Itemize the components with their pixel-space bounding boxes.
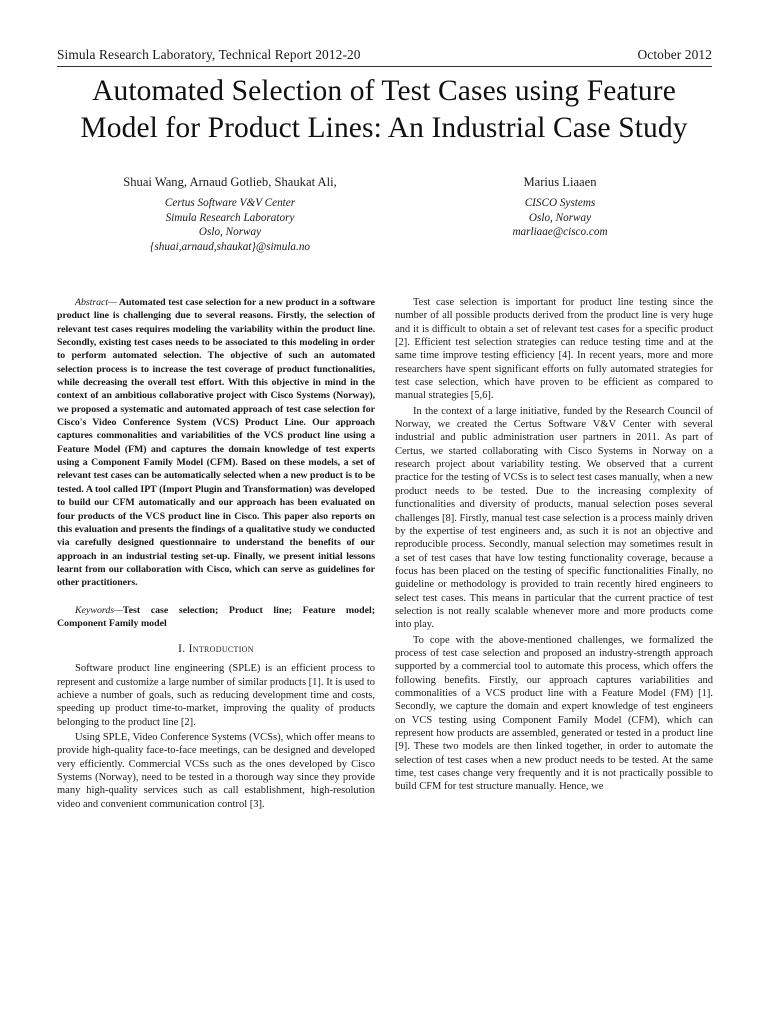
keywords [57, 604, 375, 631]
title-line-1: Automated Selection of Test Cases using Feature [92, 75, 676, 107]
abstract-label: Abstract— [75, 297, 117, 308]
paragraph: Using SPLE, Video Conference Systems (VCSs), which offer means to provide high-quality face-to-face meetings, can be designed and developed very efficiently. Commercial VCSs such as the ones developed by Cisco Systems (Norway), need to be tested in a thorough way since they provide many high-quality services such as call establishment, high-resolution video and convenient communication control [3]. [57, 731, 375, 810]
abstract-text: Automated test case selection for a new product in a software product line is challenging due to several reasons. Firstly, the selection of relevant test cases requires modeling the variability within the product line. Secondly, existing test cases needs to be associated to this modeling in order to perform automated selection. The objective of such an automated selection process is to increase the test coverage of product functionalities, while decreasing the overall test effort. With this objective in mind in the context of an ambitious collaborative project with Cisco Systems (Norway), we proposed a systematic and automated approach of test case selection for Cisco's Video Conference System (VCS) Product Line. Our approach captures commonalities and variabilities of the VCS product line using a Feature Model (FM) and captures the domain knowledge of test experts using a Component Family Model (CFM). Based on these models, a set of relevant test cases can be automatically selected when a new product is to be tested. A tool called IPT (Import Plugin and Transformation) was developed to build our CFM automatically and our approach has been evaluated on four products of the VCS product line in Cisco. This paper also reports on this evaluation and presents the findings of a qualitative study we conducted via carefully designed questionnaire to understand the benefits of our approach in an industrial testing set-up. Finally, we present initial lessons learnt from our collaboration with Cisco, which can serve as guidelines for other practitioners. [57, 297, 376, 589]
right-column [395, 296, 713, 796]
author-block-right [460, 175, 660, 240]
running-header [57, 47, 712, 63]
affiliation-line: CISCO Systems [524, 197, 596, 209]
author-names-left: Shuai Wang, Arnaud Gotlieb, Shaukat Ali, [123, 175, 337, 189]
author-names-right: Marius Liaaen [523, 175, 597, 189]
title-line-2: Model for Product Lines: An Industrial Case Study [80, 112, 688, 144]
section-heading-introduction: I. Introduction [178, 643, 254, 656]
keywords-text: Test case selection; Product line; Feature model; Component Family model [57, 604, 375, 629]
affiliation-line: Oslo, Norway [198, 226, 262, 239]
paragraph: Software product line engineering (SPLE) is an efficient process to represent and customize a large number of similar products [1]. It is used to achieve a number of goals, such as reducing development time and costs, speeding up product time-to-market, improving the quality of products belonging to the product line [2]. [57, 663, 375, 728]
author-block-left [100, 175, 360, 254]
paragraph: Test case selection is important for product line testing since the number of all possible products derived from the product line is very huge and it is difficult to obtain a set of relevant test cases for a specific product [2]. Efficient test selection strategies can reduce testing time and at the same time improve testing efficiency [4]. In recent years, more and more researchers have spent significant efforts on fully automated strategies for test case selection, which have proven to be efficient as compared to manual strategies [5,6]. [395, 297, 713, 402]
keywords-label: Keywords— [75, 604, 123, 616]
affiliation-line: Simula Research Laboratory [165, 211, 295, 224]
paragraph: In the context of a large initiative, funded by the Research Council of Norway, we created the Certus Software V&V Center with several industrial and public administration user partners in 2011. As part of Certus, we started collaborating with Cisco Systems in Norway on a research project about variability testing. We observed that a current practice for the testing of VCSs is to select test cases manually, when a new product needs to be tested. Due to the increasing complexity of functionalities and diversity of products, manual selection poses several challenges [8]. Firstly, manual test case selection is a process mainly driven by the expertise of test engineers and, as such it is not an objective and reproducible process. Secondly, manual selection may sometimes result in a set of test cases that have low testing functionality coverage, because a focus has been placed on the testing of specific functionalities Finally, no guideline or methodology is provided to train recently hired engineers to select test cases. This means in particular that the current practice of test selection is not really scalable whenever more and more products come into play. [395, 405, 713, 631]
header-report-label: Simula Research Laboratory, Technical Report 2012-20 [57, 47, 361, 62]
header-rule [57, 66, 712, 67]
affiliation-line: Oslo, Norway [528, 211, 592, 224]
left-column [57, 296, 375, 813]
paragraph: To cope with the above-mentioned challenges, we formalized the process of test case selection and proposed an industry-strength approach supported by a commercial tool to automate this process, which offers the following benefits. Firstly, our approach captures variabilities and commonalities of a VCS product line with a Feature Model (FM) [1]. Secondly, we capture the domain and expert knowledge of test engineers on VCS testing using Component Family Model (CFM), which can represent how products are assembled, generated or tested in a product line [9]. These two models are then linked together, in order to automate the selection of test cases when a new product needs to be tested. At the same time, test cases change very frequently and it is not practically possible to build CFM for test structure manually. Hence, we [395, 634, 713, 793]
affiliation-line: Certus Software V&V Center [164, 197, 296, 209]
paper-title [40, 73, 728, 147]
author-email-right: marliaae@cisco.com [512, 226, 608, 239]
header-date: October 2012 [637, 47, 712, 62]
abstract [57, 296, 375, 590]
author-email-left: {shuai,arnaud,shaukat}@simula.no [149, 240, 311, 253]
